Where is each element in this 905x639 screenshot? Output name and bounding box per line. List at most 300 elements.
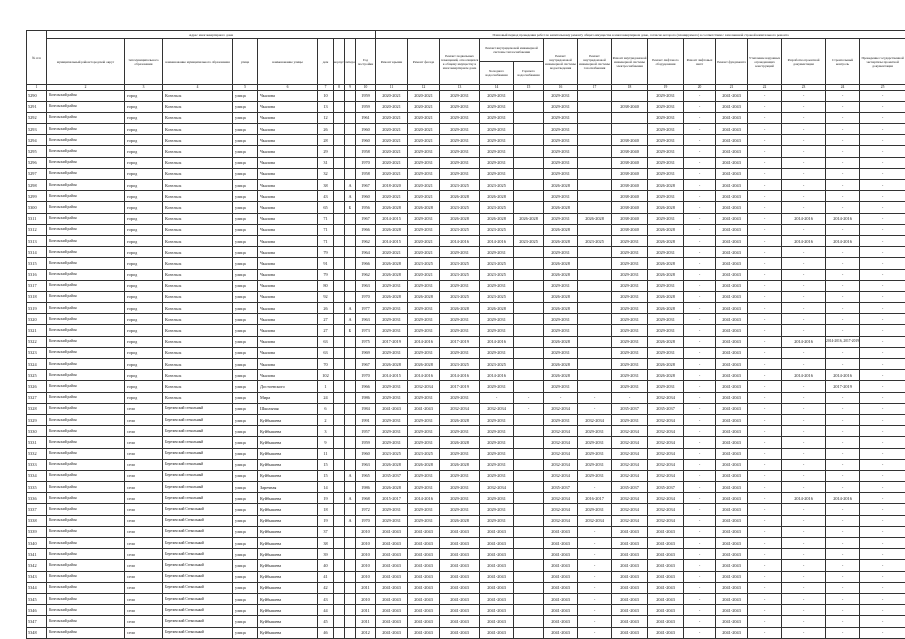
table-cell: 2041-2043 <box>408 403 440 414</box>
header-electric: Ремонт внутридомовой инженерной системы электроснабжения <box>612 39 648 85</box>
table-cell: 2010 <box>356 538 376 549</box>
table-cell: Козельск <box>163 146 233 157</box>
table-cell: 2029-2031 <box>648 157 684 168</box>
table-cell: 2041-2043 <box>716 437 748 448</box>
table-cell: 5295 <box>27 146 47 157</box>
table-cell: 2023-2025 <box>440 258 480 269</box>
table-cell <box>334 605 345 616</box>
table-cell: 2041-2043 <box>480 616 514 627</box>
table-cell: 2041-2043 <box>376 616 408 627</box>
table-cell: - <box>684 414 716 425</box>
table-cell <box>578 202 612 213</box>
table-cell: 2020-2021 <box>408 135 440 146</box>
table-cell: Куйбышева <box>258 504 318 515</box>
table-cell: 2029-2031 <box>612 370 648 381</box>
table-cell: - <box>782 582 826 593</box>
table-cell: 2041-2043 <box>612 627 648 638</box>
table-cell: Чкалова <box>258 112 318 123</box>
table-cell: Козельский район <box>47 314 125 325</box>
table-cell: - <box>684 168 716 179</box>
table-cell: Козельск <box>163 112 233 123</box>
table-cell: 5296 <box>27 157 47 168</box>
table-cell: Козельск <box>163 213 233 224</box>
table-cell: - <box>860 482 905 493</box>
table-cell: Козельский район <box>47 370 125 381</box>
table-cell: - <box>684 359 716 370</box>
table-cell: 2029-2031 <box>480 101 514 112</box>
table-cell: - <box>514 403 544 414</box>
table-cell <box>345 247 356 258</box>
table-cell: улица <box>233 303 258 314</box>
table-cell: 27 <box>318 325 334 336</box>
table-cell: 2032-2034 <box>648 414 684 425</box>
table-cell: 2035-2037 <box>612 403 648 414</box>
column-number: 9 <box>345 85 356 91</box>
table-cell: 2011 <box>356 605 376 616</box>
table-header <box>27 31 905 91</box>
table-cell: 2014-2016 <box>782 370 826 381</box>
table-cell: - <box>782 269 826 280</box>
table-cell: 2032-2034 <box>544 470 578 481</box>
table-cell: 2029-2031 <box>408 213 440 224</box>
table-cell: 1963 <box>356 459 376 470</box>
table-cell: село <box>125 538 163 549</box>
table-cell <box>334 180 345 191</box>
table-cell <box>514 101 544 112</box>
table-cell: Березичский стекольный <box>163 414 233 425</box>
table-cell: 19 <box>318 515 334 526</box>
table-cell: - <box>748 493 782 504</box>
table-cell: А <box>345 303 356 314</box>
table-cell: 37 <box>318 526 334 537</box>
table-cell: 2029-2031 <box>376 325 408 336</box>
table-cell: 2029-2031 <box>612 314 648 325</box>
table-cell: 2023-2025 <box>480 269 514 280</box>
table-cell: 2029-2031 <box>408 146 440 157</box>
table-cell: Козельск <box>163 191 233 202</box>
header-korpus: корпус <box>334 39 345 85</box>
table-cell: - <box>826 191 860 202</box>
table-cell: 2029-2031 <box>440 426 480 437</box>
table-cell: 2020-2021 <box>376 191 408 202</box>
table-cell: 5312 <box>27 224 47 235</box>
table-cell: 2014-2016 <box>826 493 860 504</box>
table-cell: улица <box>233 202 258 213</box>
table-cell: Козельский район <box>47 482 125 493</box>
table-cell: 1958 <box>356 168 376 179</box>
table-cell: 2020-2021 <box>376 247 408 258</box>
table-cell: 2041-2043 <box>408 627 440 638</box>
column-number: 13 <box>440 85 480 91</box>
table-cell <box>345 605 356 616</box>
table-cell <box>578 180 612 191</box>
table-cell <box>578 303 612 314</box>
table-cell: 5316 <box>27 269 47 280</box>
table-cell: город <box>125 157 163 168</box>
table-cell: - <box>684 403 716 414</box>
table-row <box>27 224 905 235</box>
table-cell: 40 <box>318 560 334 571</box>
table-cell <box>345 135 356 146</box>
table-cell: - <box>860 627 905 638</box>
table-cell: город <box>125 213 163 224</box>
table-cell <box>345 448 356 459</box>
table-cell: 2018-2020 <box>376 180 408 191</box>
table-cell <box>334 414 345 425</box>
table-cell: 2038-2040 <box>612 101 648 112</box>
table-cell: - <box>684 616 716 627</box>
table-cell: 2041-2043 <box>716 627 748 638</box>
table-cell: - <box>748 359 782 370</box>
table-cell: - <box>782 459 826 470</box>
table-cell <box>345 370 356 381</box>
column-number: 22 <box>748 85 782 91</box>
table-cell: Школьная <box>258 403 318 414</box>
table-cell: 2041-2043 <box>716 593 748 604</box>
table-cell: 2041-2043 <box>440 526 480 537</box>
table-cell: улица <box>233 560 258 571</box>
table-cell <box>514 448 544 459</box>
table-cell: Козельский район <box>47 605 125 616</box>
table-cell: 2035-2037 <box>544 482 578 493</box>
table-cell: 1964 <box>356 247 376 258</box>
table-cell <box>514 504 544 515</box>
table-cell: улица <box>233 146 258 157</box>
table-cell: 2029-2031 <box>440 504 480 515</box>
table-cell <box>334 448 345 459</box>
table-cell: улица <box>233 180 258 191</box>
table-row <box>27 101 905 112</box>
table-cell <box>345 213 356 224</box>
table-cell: Козельск <box>163 291 233 302</box>
table-cell: 2041-2043 <box>716 258 748 269</box>
table-cell: Березичский стекольный <box>163 437 233 448</box>
table-cell: 2029-2031 <box>544 112 578 123</box>
table-cell: - <box>782 448 826 459</box>
table-cell: - <box>782 168 826 179</box>
table-cell <box>514 135 544 146</box>
table-cell: - <box>684 426 716 437</box>
table-cell: 2029-2031 <box>578 426 612 437</box>
table-cell: - <box>684 90 716 101</box>
table-cell: - <box>826 90 860 101</box>
table-cell: - <box>782 247 826 258</box>
table-cell: - <box>860 426 905 437</box>
table-cell: город <box>125 314 163 325</box>
table-cell: 5325 <box>27 370 47 381</box>
table-cell: - <box>782 470 826 481</box>
table-cell: - <box>826 269 860 280</box>
table-cell: 2020-2021 <box>408 124 440 135</box>
table-cell <box>345 582 356 593</box>
column-number: 20 <box>684 85 716 91</box>
table-cell: Козельский район <box>47 526 125 537</box>
table-cell <box>334 493 345 504</box>
table-cell: - <box>748 582 782 593</box>
table-cell: Мира <box>258 392 318 403</box>
table-cell: улица <box>233 381 258 392</box>
table-cell: Козельск <box>163 359 233 370</box>
table-cell: 2032-2034 <box>648 392 684 403</box>
table-cell: 2035-2037 <box>648 403 684 414</box>
table-cell: 2014-2016 <box>782 336 826 347</box>
table-cell <box>514 336 544 347</box>
table-cell: 2029-2031 <box>440 112 480 123</box>
header-insulation: Утепление наружных ограждающих конструкций <box>748 39 782 85</box>
table-cell: 2029-2031 <box>440 493 480 504</box>
table-cell: 2029-2031 <box>612 359 648 370</box>
table-cell: 2014-2015 <box>376 235 408 246</box>
table-cell <box>345 414 356 425</box>
table-cell: Чкалова <box>258 235 318 246</box>
column-number: 4 <box>163 85 233 91</box>
table-cell: - <box>860 526 905 537</box>
table-cell: 2029-2031 <box>440 482 480 493</box>
table-cell: - <box>860 593 905 604</box>
table-cell: 2041-2043 <box>648 627 684 638</box>
table-cell: 2041-2043 <box>480 549 514 560</box>
table-cell: - <box>748 482 782 493</box>
table-cell: 9 <box>318 437 334 448</box>
table-cell <box>514 616 544 627</box>
table-cell: 2026-2028 <box>440 437 480 448</box>
table-cell: 2041-2043 <box>440 605 480 616</box>
table-cell <box>514 168 544 179</box>
table-cell: - <box>826 303 860 314</box>
column-number: 19 <box>648 85 684 91</box>
column-number: 24 <box>826 85 860 91</box>
table-cell: - <box>684 470 716 481</box>
table-cell: 2014-2016 <box>782 213 826 224</box>
table-cell: - <box>826 224 860 235</box>
table-cell: - <box>748 560 782 571</box>
table-cell: 2032-2034 <box>544 403 578 414</box>
table-cell <box>334 202 345 213</box>
table-cell <box>345 101 356 112</box>
table-cell: 2026-2028 <box>578 213 612 224</box>
table-cell: 2041-2043 <box>648 549 684 560</box>
table-cell: 2041-2043 <box>480 627 514 638</box>
table-cell: 2029-2031 <box>612 269 648 280</box>
table-cell: 2032-2034 <box>648 493 684 504</box>
table-cell: 1991 <box>356 414 376 425</box>
header-mo-type: тип муниципального образования <box>125 39 163 85</box>
table-cell: 2026-2028 <box>376 258 408 269</box>
table-cell: 2029-2031 <box>376 515 408 526</box>
table-cell: Козельский район <box>47 247 125 258</box>
table-cell: - <box>748 627 782 638</box>
table-cell <box>578 247 612 258</box>
table-cell: - <box>612 392 648 403</box>
table-cell: 2041-2043 <box>716 403 748 414</box>
table-cell: 2029-2031 <box>544 325 578 336</box>
table-cell: 2023-2025 <box>440 359 480 370</box>
table-cell <box>334 314 345 325</box>
table-cell: - <box>860 448 905 459</box>
table-cell: - <box>860 191 905 202</box>
table-cell: 2032-2034 <box>440 403 480 414</box>
table-cell: - <box>826 202 860 213</box>
table-cell: - <box>578 605 612 616</box>
table-cell <box>514 124 544 135</box>
table-cell: 2029-2031 <box>480 459 514 470</box>
table-cell: Козельск <box>163 202 233 213</box>
table-cell: Чкалова <box>258 359 318 370</box>
table-cell: 2026-2028 <box>440 515 480 526</box>
table-cell: Козельский район <box>47 101 125 112</box>
table-cell <box>334 482 345 493</box>
table-cell: Козельский район <box>47 213 125 224</box>
table-cell: Козельский район <box>47 549 125 560</box>
table-cell: Козельский район <box>47 359 125 370</box>
table-cell: - <box>826 112 860 123</box>
table-cell <box>514 325 544 336</box>
table-cell: 2029-2031 <box>376 381 408 392</box>
table-cell: 5294 <box>27 135 47 146</box>
table-cell: улица <box>233 403 258 414</box>
table-cell: улица <box>233 112 258 123</box>
table-cell: 2041-2043 <box>408 538 440 549</box>
table-cell: 1 <box>318 381 334 392</box>
table-cell <box>578 370 612 381</box>
table-cell <box>514 247 544 258</box>
table-cell: 2029-2031 <box>408 426 440 437</box>
column-number: 17 <box>578 85 612 91</box>
table-cell: 2014-2016 <box>440 370 480 381</box>
table-cell: улица <box>233 482 258 493</box>
table-cell: 2029-2031 <box>648 168 684 179</box>
table-cell: - <box>860 414 905 425</box>
table-cell: - <box>684 582 716 593</box>
table-cell: 2029-2031 <box>440 392 480 403</box>
table-cell: 2032-2034 <box>612 437 648 448</box>
table-cell: 2020-2021 <box>408 269 440 280</box>
table-cell: 2032-2034 <box>578 414 612 425</box>
table-cell: 2035-2037 <box>376 470 408 481</box>
table-cell <box>514 526 544 537</box>
table-cell: - <box>684 202 716 213</box>
table-row <box>27 448 905 459</box>
table-cell: - <box>860 112 905 123</box>
table-cell <box>334 291 345 302</box>
table-cell: - <box>748 593 782 604</box>
table-cell: 2032-2034 <box>408 381 440 392</box>
table-cell: - <box>826 448 860 459</box>
header-foundation: Ремонт фундамента <box>716 39 748 85</box>
table-cell: Козельский район <box>47 168 125 179</box>
table-cell: 2029-2031 <box>544 213 578 224</box>
table-cell: - <box>684 526 716 537</box>
table-cell: 2029-2031 <box>544 168 578 179</box>
table-cell: Чкалова <box>258 370 318 381</box>
table-cell: 2041-2043 <box>716 359 748 370</box>
table-cell: 2032-2034 <box>612 448 648 459</box>
table-cell: - <box>826 157 860 168</box>
table-cell: 2041-2043 <box>716 336 748 347</box>
table-cell: Козельск <box>163 303 233 314</box>
column-number: 8 <box>334 85 345 91</box>
table-cell: улица <box>233 291 258 302</box>
table-cell: - <box>578 549 612 560</box>
table-cell: Чкалова <box>258 124 318 135</box>
table-cell: город <box>125 180 163 191</box>
table-cell: - <box>782 112 826 123</box>
table-cell: 2011 <box>356 582 376 593</box>
table-cell: 5342 <box>27 560 47 571</box>
table-cell: Козельский район <box>47 448 125 459</box>
table-cell: - <box>782 549 826 560</box>
table-cell <box>514 459 544 470</box>
table-cell: 2023-2025 <box>440 224 480 235</box>
table-cell: 63 <box>318 347 334 358</box>
table-cell: 2041-2043 <box>716 414 748 425</box>
table-cell: 2041-2043 <box>408 605 440 616</box>
table-cell: А <box>345 180 356 191</box>
table-cell: - <box>860 291 905 302</box>
table-cell: 5335 <box>27 482 47 493</box>
table-cell <box>514 426 544 437</box>
table-cell: 2020-2021 <box>408 247 440 258</box>
table-cell: 6 <box>318 403 334 414</box>
table-cell: 2029-2031 <box>440 448 480 459</box>
table-cell: Куйбышева <box>258 605 318 616</box>
table-cell <box>578 258 612 269</box>
table-cell: 2029-2031 <box>648 247 684 258</box>
table-cell: 1977 <box>356 303 376 314</box>
table-cell: - <box>782 314 826 325</box>
table-cell: 2029-2031 <box>480 280 514 291</box>
table-cell <box>578 291 612 302</box>
table-cell: 2029-2031 <box>544 347 578 358</box>
table-cell: 2026-2028 <box>544 359 578 370</box>
column-number: 10 <box>356 85 376 91</box>
column-number: 23 <box>782 85 826 91</box>
table-cell: 63 <box>318 336 334 347</box>
table-cell <box>514 560 544 571</box>
table-cell: город <box>125 202 163 213</box>
table-cell: 2029-2031 <box>648 90 684 101</box>
table-cell <box>334 168 345 179</box>
table-cell: город <box>125 336 163 347</box>
table-cell: 26 <box>318 124 334 135</box>
table-cell: - <box>860 359 905 370</box>
table-cell: Куйбышева <box>258 549 318 560</box>
table-cell: улица <box>233 538 258 549</box>
table-cell: - <box>684 303 716 314</box>
header-address-group: Адрес многоквартирного дома <box>47 31 376 39</box>
table-cell: 70 <box>318 359 334 370</box>
table-cell: Чкалова <box>258 336 318 347</box>
table-cell <box>345 549 356 560</box>
table-cell: Козельск <box>163 235 233 246</box>
table-cell: - <box>860 582 905 593</box>
table-cell <box>514 291 544 302</box>
table-cell: Козельский район <box>47 291 125 302</box>
column-number: 18 <box>612 85 648 91</box>
column-number: 25 <box>860 85 905 91</box>
table-row <box>27 347 905 358</box>
table-cell: 91 <box>318 258 334 269</box>
table-cell: Достоевского <box>258 381 318 392</box>
table-cell: 2020-2021 <box>408 112 440 123</box>
table-cell: 2041-2043 <box>716 605 748 616</box>
table-cell: 2026-2028 <box>648 258 684 269</box>
table-cell: - <box>860 616 905 627</box>
table-cell: - <box>782 325 826 336</box>
table-cell: - <box>748 571 782 582</box>
table-cell: город <box>125 303 163 314</box>
table-cell: - <box>782 515 826 526</box>
